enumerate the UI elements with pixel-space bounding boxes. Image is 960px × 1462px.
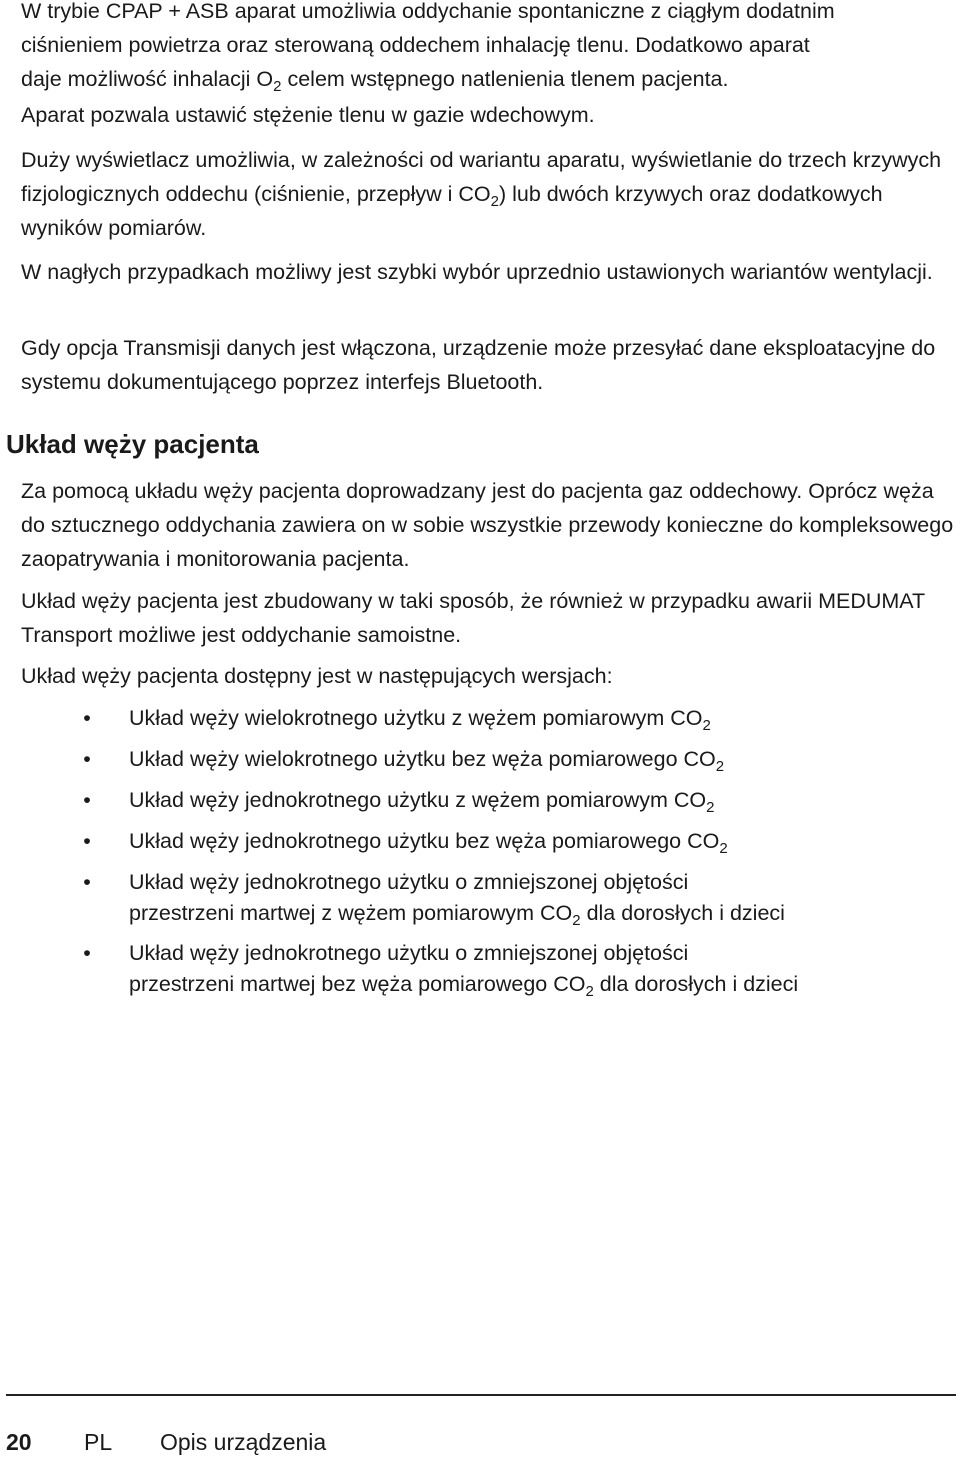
bullet-icon: • bbox=[83, 941, 91, 965]
intro-line-3 bbox=[21, 62, 956, 96]
display-paragraph-rest: ) lub dwóch krzywych oraz dodatkowych wyników pomiarów. bbox=[21, 182, 883, 240]
list-item bbox=[83, 826, 929, 857]
intro-line-3-text: daje możliwość inhalacji O bbox=[21, 67, 274, 91]
list-item-line-2: przestrzeni martwej z wężem pomiarowym CO bbox=[129, 901, 573, 925]
list-item bbox=[83, 744, 929, 775]
co2-subscript: 2 bbox=[715, 758, 725, 775]
bullet-icon: • bbox=[83, 788, 91, 812]
co2-subscript: 2 bbox=[706, 799, 715, 816]
page-number: 20 bbox=[6, 1429, 32, 1455]
spontaneous-breathing-paragraph: Układ węży pacjenta jest zbudowany w taki sposób, że również w przypadku awarii MEDUMAT Transport możliwe jest oddychanie samoistne. bbox=[21, 589, 925, 647]
intro-line-1: W trybie CPAP + ASB aparat umożliwia oddychanie spontaniczne z ciągłym dodatnim bbox=[21, 0, 835, 23]
display-paragraph-text: Duży wyświetlacz umożliwia, w zależności od wariantu aparatu, wyświetlanie do trzech krzywych fizjologicznych oddechu (ciśnienie, przepływ i CO bbox=[21, 148, 942, 206]
list-item bbox=[83, 785, 929, 816]
bullet-icon: • bbox=[83, 829, 91, 853]
co2-subscript: 2 bbox=[490, 193, 499, 210]
oxygen-paragraph: Aparat pozwala ustawić stężenie tlenu w gazie wdechowym. bbox=[21, 103, 595, 127]
co2-subscript: 2 bbox=[719, 840, 728, 857]
section-heading: Układ węży pacjenta bbox=[6, 429, 259, 459]
list-item-text: Układ węży wielokrotnego użytku bez węża pomiarowego CO bbox=[129, 747, 716, 771]
list-item-text: Układ węży jednokrotnego użytku z wężem pomiarowym CO bbox=[129, 788, 707, 812]
list-item bbox=[83, 867, 929, 929]
co2-subscript: 2 bbox=[585, 983, 594, 1000]
list-item-line-2-rest: dla dorosłych i dzieci bbox=[580, 901, 785, 925]
bullet-icon: • bbox=[83, 747, 91, 771]
footer-divider bbox=[6, 1394, 956, 1396]
versions-intro-paragraph: Układ węży pacjenta dostępny jest w następujących wersjach: bbox=[21, 664, 613, 688]
intro-line-3-rest: celem wstępnego natlenienia tlenem pacjenta. bbox=[281, 67, 729, 91]
list-item-text: Układ węży wielokrotnego użytku z wężem pomiarowym CO bbox=[129, 706, 703, 730]
co2-subscript: 2 bbox=[702, 717, 711, 734]
display-paragraph bbox=[21, 143, 956, 245]
bluetooth-paragraph: Gdy opcja Transmisji danych jest włączona, urządzenie może przesyłać dane eksploatacyjne do systemu dokumentującego poprzez interfejs Bluetooth. bbox=[21, 336, 936, 394]
footer-section-title: Opis urządzenia bbox=[160, 1429, 327, 1455]
list-item bbox=[83, 938, 929, 1000]
list-item-line-1: Układ węży jednokrotnego użytku o zmniejszonej objętości bbox=[129, 941, 689, 965]
list-item bbox=[83, 703, 929, 734]
o2-subscript: 2 bbox=[273, 78, 282, 95]
intro-line-2: ciśnieniem powietrza oraz sterowaną oddechem inhalację tlenu. Dodatkowo aparat bbox=[21, 33, 810, 57]
emergency-paragraph: W nagłych przypadkach możliwy jest szybki wybór uprzednio ustawionych wariantów wentylacji. bbox=[21, 260, 933, 284]
bullet-icon: • bbox=[83, 706, 91, 730]
bullet-icon: • bbox=[83, 870, 91, 894]
list-item-line-1: Układ węży jednokrotnego użytku o zmniejszonej objętości bbox=[129, 870, 689, 894]
patient-circuit-paragraph: Za pomocą układu węży pacjenta doprowadzany jest do pacjenta gaz oddechowy. Oprócz węża do sztucznego oddychania zawiera on w sobie wszystkie przewody konieczne do kompleksowego zaopatrywania i monitorowania pacjenta. bbox=[21, 479, 954, 571]
list-item-text: Układ węży jednokrotnego użytku bez węża pomiarowego CO bbox=[129, 829, 720, 853]
language-code: PL bbox=[84, 1429, 113, 1455]
intro-paragraph bbox=[21, 0, 956, 96]
list-item-line-2: przestrzeni martwej bez węża pomiarowego CO bbox=[129, 972, 586, 996]
list-item-line-2-rest: dla dorosłych i dzieci bbox=[593, 972, 799, 996]
co2-subscript: 2 bbox=[572, 912, 581, 929]
